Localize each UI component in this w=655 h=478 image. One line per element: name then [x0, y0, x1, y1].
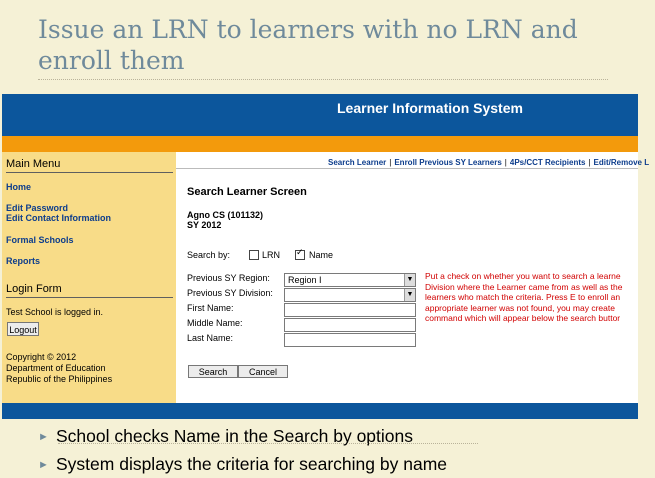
- middle-name-label: Middle Name:: [187, 318, 243, 328]
- last-name-input[interactable]: [284, 333, 416, 347]
- nav-enroll-previous[interactable]: Enroll Previous SY Learners: [394, 158, 502, 167]
- prev-division-label: Previous SY Division:: [187, 288, 273, 298]
- sidebar: [2, 152, 176, 403]
- nav-separator: |: [389, 158, 392, 167]
- help-text: Put a check on whether you want to search a learne Division where the Learner came from as well as the learners who match the criteria. Press E to enroll an appropriate learner was not found, you may create command which will appear below the search buttor: [425, 271, 623, 323]
- sidebar-item-formal-schools[interactable]: Formal Schools: [6, 235, 74, 245]
- accent-bar: [2, 136, 638, 152]
- first-name-label: First Name:: [187, 303, 234, 313]
- org-line-1: Department of Education: [6, 363, 106, 373]
- search-button[interactable]: Search: [188, 365, 238, 378]
- name-checkbox[interactable]: [295, 250, 305, 260]
- screen-title: Search Learner Screen: [187, 186, 307, 198]
- sidebar-item-edit-contact[interactable]: Edit Contact Information: [6, 213, 111, 223]
- bullet-item: [38, 454, 447, 475]
- slide-title: Issue an LRN to learners with no LRN and enroll them: [38, 15, 578, 75]
- logout-button[interactable]: Logout: [7, 322, 39, 336]
- first-name-input[interactable]: [284, 303, 416, 317]
- middle-name-input[interactable]: [284, 318, 416, 332]
- prev-region-value: Region I: [288, 275, 322, 285]
- bullet-arrow-icon: ►: [38, 431, 49, 444]
- login-status: Test School is logged in.: [6, 307, 104, 317]
- nav-edit-remove[interactable]: Edit/Remove L: [593, 158, 650, 167]
- nav-separator: |: [504, 158, 507, 167]
- main-content: [176, 152, 650, 403]
- bullet-divider: [58, 443, 478, 444]
- org-line-2: Republic of the Philippines: [6, 374, 113, 384]
- main-menu-heading: Main Menu: [6, 158, 61, 170]
- lrn-option-label: LRN: [262, 250, 281, 260]
- app-footer-bar: [2, 403, 638, 419]
- top-nav: [328, 158, 649, 167]
- sidebar-item-reports[interactable]: Reports: [6, 256, 41, 266]
- app-title: Learner Information System: [337, 100, 523, 116]
- prev-region-label: Previous SY Region:: [187, 273, 270, 283]
- prev-region-select[interactable]: [284, 273, 416, 287]
- menu-divider: [6, 172, 173, 173]
- chevron-down-icon: ▼: [404, 274, 415, 286]
- sidebar-item-edit-password[interactable]: Edit Password: [6, 203, 69, 213]
- chevron-down-icon: ▼: [404, 289, 415, 301]
- last-name-label: Last Name:: [187, 333, 234, 343]
- search-by-label: Search by:: [187, 250, 231, 260]
- app-header: [2, 94, 638, 136]
- app-window: [2, 94, 650, 419]
- login-form-heading: Login Form: [6, 283, 62, 295]
- login-divider: [6, 297, 173, 298]
- nav-4ps-recipients[interactable]: 4Ps/CCT Recipients: [509, 158, 586, 167]
- school-year: SY 2012: [187, 220, 222, 230]
- school-name: Agno CS (101132): [187, 210, 264, 220]
- name-option-label: Name: [309, 250, 334, 260]
- title-divider: [38, 79, 608, 80]
- nav-separator: |: [588, 158, 591, 167]
- copyright-text: Copyright © 2012: [6, 352, 77, 362]
- sidebar-item-home[interactable]: Home: [6, 182, 32, 192]
- nav-divider: [176, 168, 638, 169]
- bullet-arrow-icon: ►: [38, 459, 49, 472]
- lrn-checkbox[interactable]: [249, 250, 259, 260]
- cancel-button[interactable]: Cancel: [238, 365, 288, 378]
- bullet-text: School checks Name in the Search by options: [56, 426, 413, 446]
- bullet-text: System displays the criteria for searching by name: [56, 454, 447, 474]
- prev-division-select[interactable]: [284, 288, 416, 302]
- nav-search-learner[interactable]: Search Learner: [328, 158, 387, 167]
